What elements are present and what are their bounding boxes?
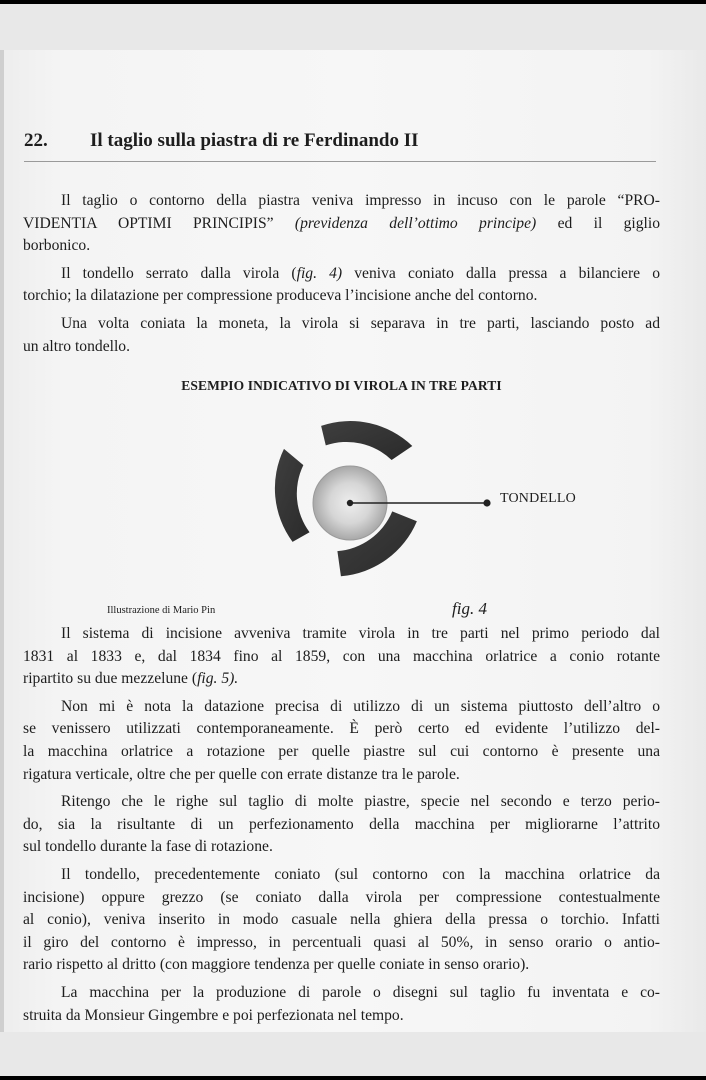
paragraph: Il sistema di incisione avveniva tramite virola in tre parti nel primo periodo dal 1831 al 1833 e, dal 1834 fino al 1859, con una macchina orlatrice a conio rotante ripartito su due mezzelune (fig. 5).	[23, 625, 660, 688]
section-title: Il taglio sulla piastra di re Ferdinando II	[90, 130, 419, 151]
virola-diagram	[240, 400, 600, 616]
section-number: 22.	[24, 130, 48, 151]
section-heading	[24, 130, 660, 152]
top-bar	[0, 0, 706, 4]
figure-caption: fig. 4	[452, 599, 487, 618]
document-page	[0, 50, 706, 1032]
tondello-pointer-dot	[483, 499, 490, 506]
text-block-top	[23, 190, 660, 358]
bottom-bar	[0, 1076, 706, 1080]
figure-credit: Illustrazione di Mario Pin	[107, 605, 216, 616]
paragraph: Ritengo che le righe sul taglio di molte piastre, specie nel secondo e terzo perio- do, sia la risultante di un perfezionamento della macchina per migliorarne l’attrito sul tondello durante la fase di rotazione.	[23, 793, 660, 856]
paragraph: Il tondello, precedentemente coniato (sul contorno con la macchina orlatrice da incisione) oppure grezzo (se coniato dalla virola per compressione contestualmente al conio), veniva inserito in modo casuale nella ghiera della pressa o torchio. Infatti il giro del contorno è impresso, in percentuali quasi al 50%, in senso orario o antio- rario rispetto al dritto (con maggiore tendenza per quelle coniate in senso orario).	[23, 865, 660, 974]
page-edge	[0, 50, 4, 1032]
heading-rule	[24, 161, 656, 162]
text-block-bottom	[23, 623, 660, 1027]
paragraph: Il taglio o contorno della piastra veniva impresso in incuso con le parole “PRO- VIDENTIA OPTIMI PRINCIPIS” (previdenza dell’ottimo principe) ed il giglio borbonico.	[23, 192, 660, 255]
paragraph: Non mi è nota la datazione precisa di utilizzo di un sistema piuttosto dell’altro o se venissero utilizzati contemporaneamente. È però certo ed evidente l’utilizzo del- la macchina orlatrice a rotazione per quelle piastre sul cui contorno è presente una rigatura verticale, oltre che per quelle con errate distanze tra le parole.	[23, 697, 660, 783]
virola-segment-top	[321, 421, 412, 460]
figure-title: ESEMPIO INDICATIVO DI VIROLA IN TRE PARTI	[181, 378, 502, 393]
paragraph: Il tondello serrato dalla virola (fig. 4) veniva coniato dalla pressa a bilanciere o torchio; la dilatazione per compressione produceva l’incisione anche del contorno.	[23, 264, 661, 305]
virola-segment-left	[275, 449, 310, 542]
paragraph: La macchina per la produzione di parole o disegni sul taglio fu inventata e co- struita da Monsieur Gingembre e poi perfezionata nel tempo.	[23, 983, 660, 1024]
tondello-label: TONDELLO	[500, 491, 576, 506]
paragraph: Una volta coniata la moneta, la virola si separava in tre parti, lasciando posto ad un altro tondello.	[23, 314, 660, 355]
